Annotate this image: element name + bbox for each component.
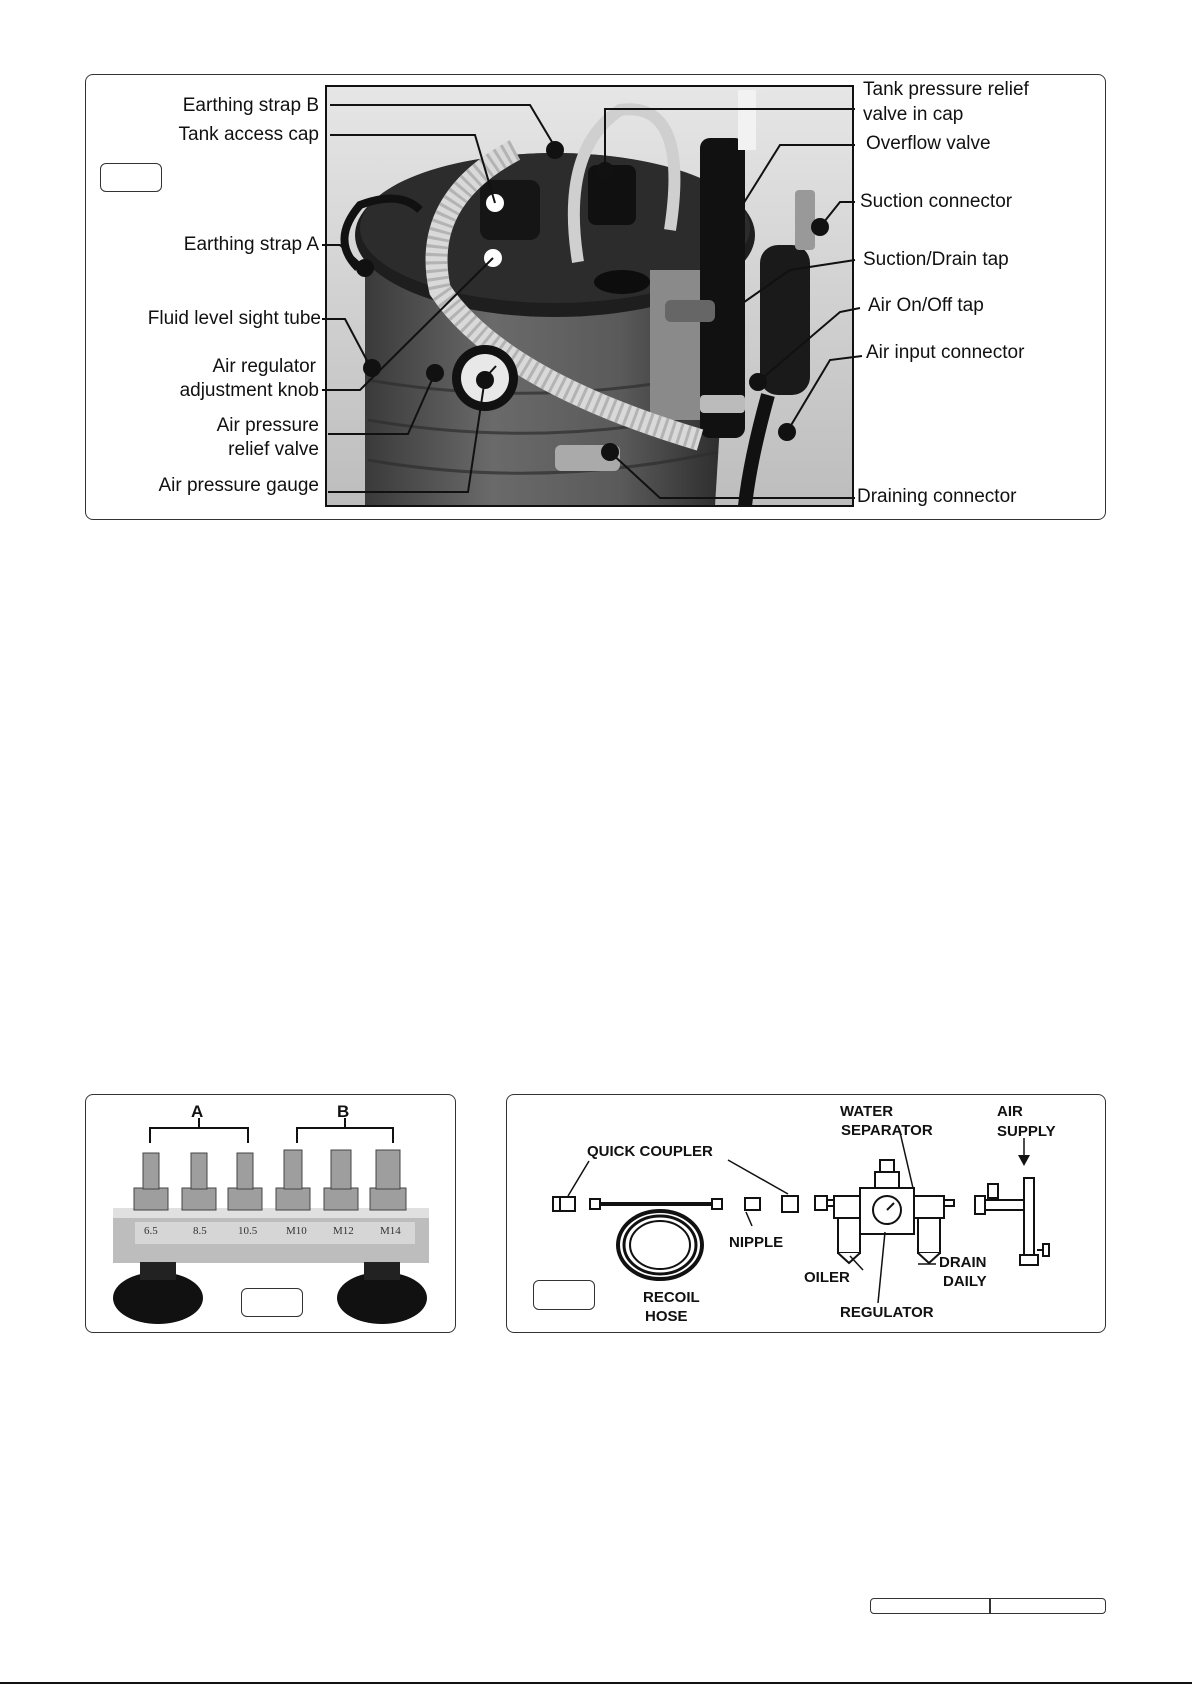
label-air-regulator-line2: adjustment knob <box>179 380 319 401</box>
adaptor-size-m12: M12 <box>333 1225 354 1237</box>
label-air: AIR <box>997 1103 1023 1120</box>
label-oiler: OILER <box>804 1269 850 1286</box>
label-hose: HOSE <box>645 1308 688 1325</box>
footer-reference-box <box>870 1598 1106 1614</box>
label-drain: DRAIN <box>939 1254 987 1271</box>
label-recoil: RECOIL <box>643 1289 700 1306</box>
label-tank-pressure-relief-line1: Tank pressure relief <box>863 79 1029 100</box>
label-suction-connector: Suction connector <box>860 191 1013 212</box>
label-air-pressure-relief-line2: relief valve <box>228 439 319 460</box>
label-water: WATER <box>840 1103 894 1120</box>
label-air-regulator-line1: Air regulator <box>212 356 316 377</box>
label-earthing-strap-a: Earthing strap A <box>183 234 319 255</box>
group-b-label: B <box>337 1102 350 1121</box>
label-supply: SUPPLY <box>997 1123 1056 1140</box>
label-daily: DAILY <box>943 1273 987 1290</box>
adaptor-size-10-5: 10.5 <box>238 1225 258 1237</box>
label-earthing-strap-b: Earthing strap B <box>182 95 319 116</box>
label-tank-pressure-relief-line2: valve in cap <box>863 104 964 125</box>
label-suction-drain-tap: Suction/Drain tap <box>863 249 1009 270</box>
label-regulator: REGULATOR <box>840 1304 934 1321</box>
adaptor-size-8-5: 8.5 <box>193 1225 207 1237</box>
label-draining-connector: Draining connector <box>857 486 1017 507</box>
label-fluid-level-sight-tube: Fluid level sight tube <box>147 308 321 329</box>
adaptor-size-m10: M10 <box>286 1225 307 1237</box>
label-tank-access-cap: Tank access cap <box>178 124 319 145</box>
label-quick-coupler: QUICK COUPLER <box>587 1143 713 1160</box>
label-separator: SEPARATOR <box>841 1122 933 1139</box>
adaptor-size-6-5: 6.5 <box>144 1225 158 1237</box>
label-air-input-connector: Air input connector <box>866 342 1025 363</box>
footer-reference-divider <box>989 1598 991 1614</box>
adaptor-size-m14: M14 <box>380 1225 401 1237</box>
label-air-on-off-tap: Air On/Off tap <box>868 295 984 316</box>
label-air-pressure-gauge: Air pressure gauge <box>158 475 319 496</box>
label-nipple: NIPPLE <box>729 1234 784 1251</box>
label-air-pressure-relief-line1: Air pressure <box>216 415 319 436</box>
label-overflow-valve: Overflow valve <box>866 133 991 154</box>
page-bottom-rule <box>0 1682 1192 1684</box>
group-a-label: A <box>191 1102 204 1121</box>
